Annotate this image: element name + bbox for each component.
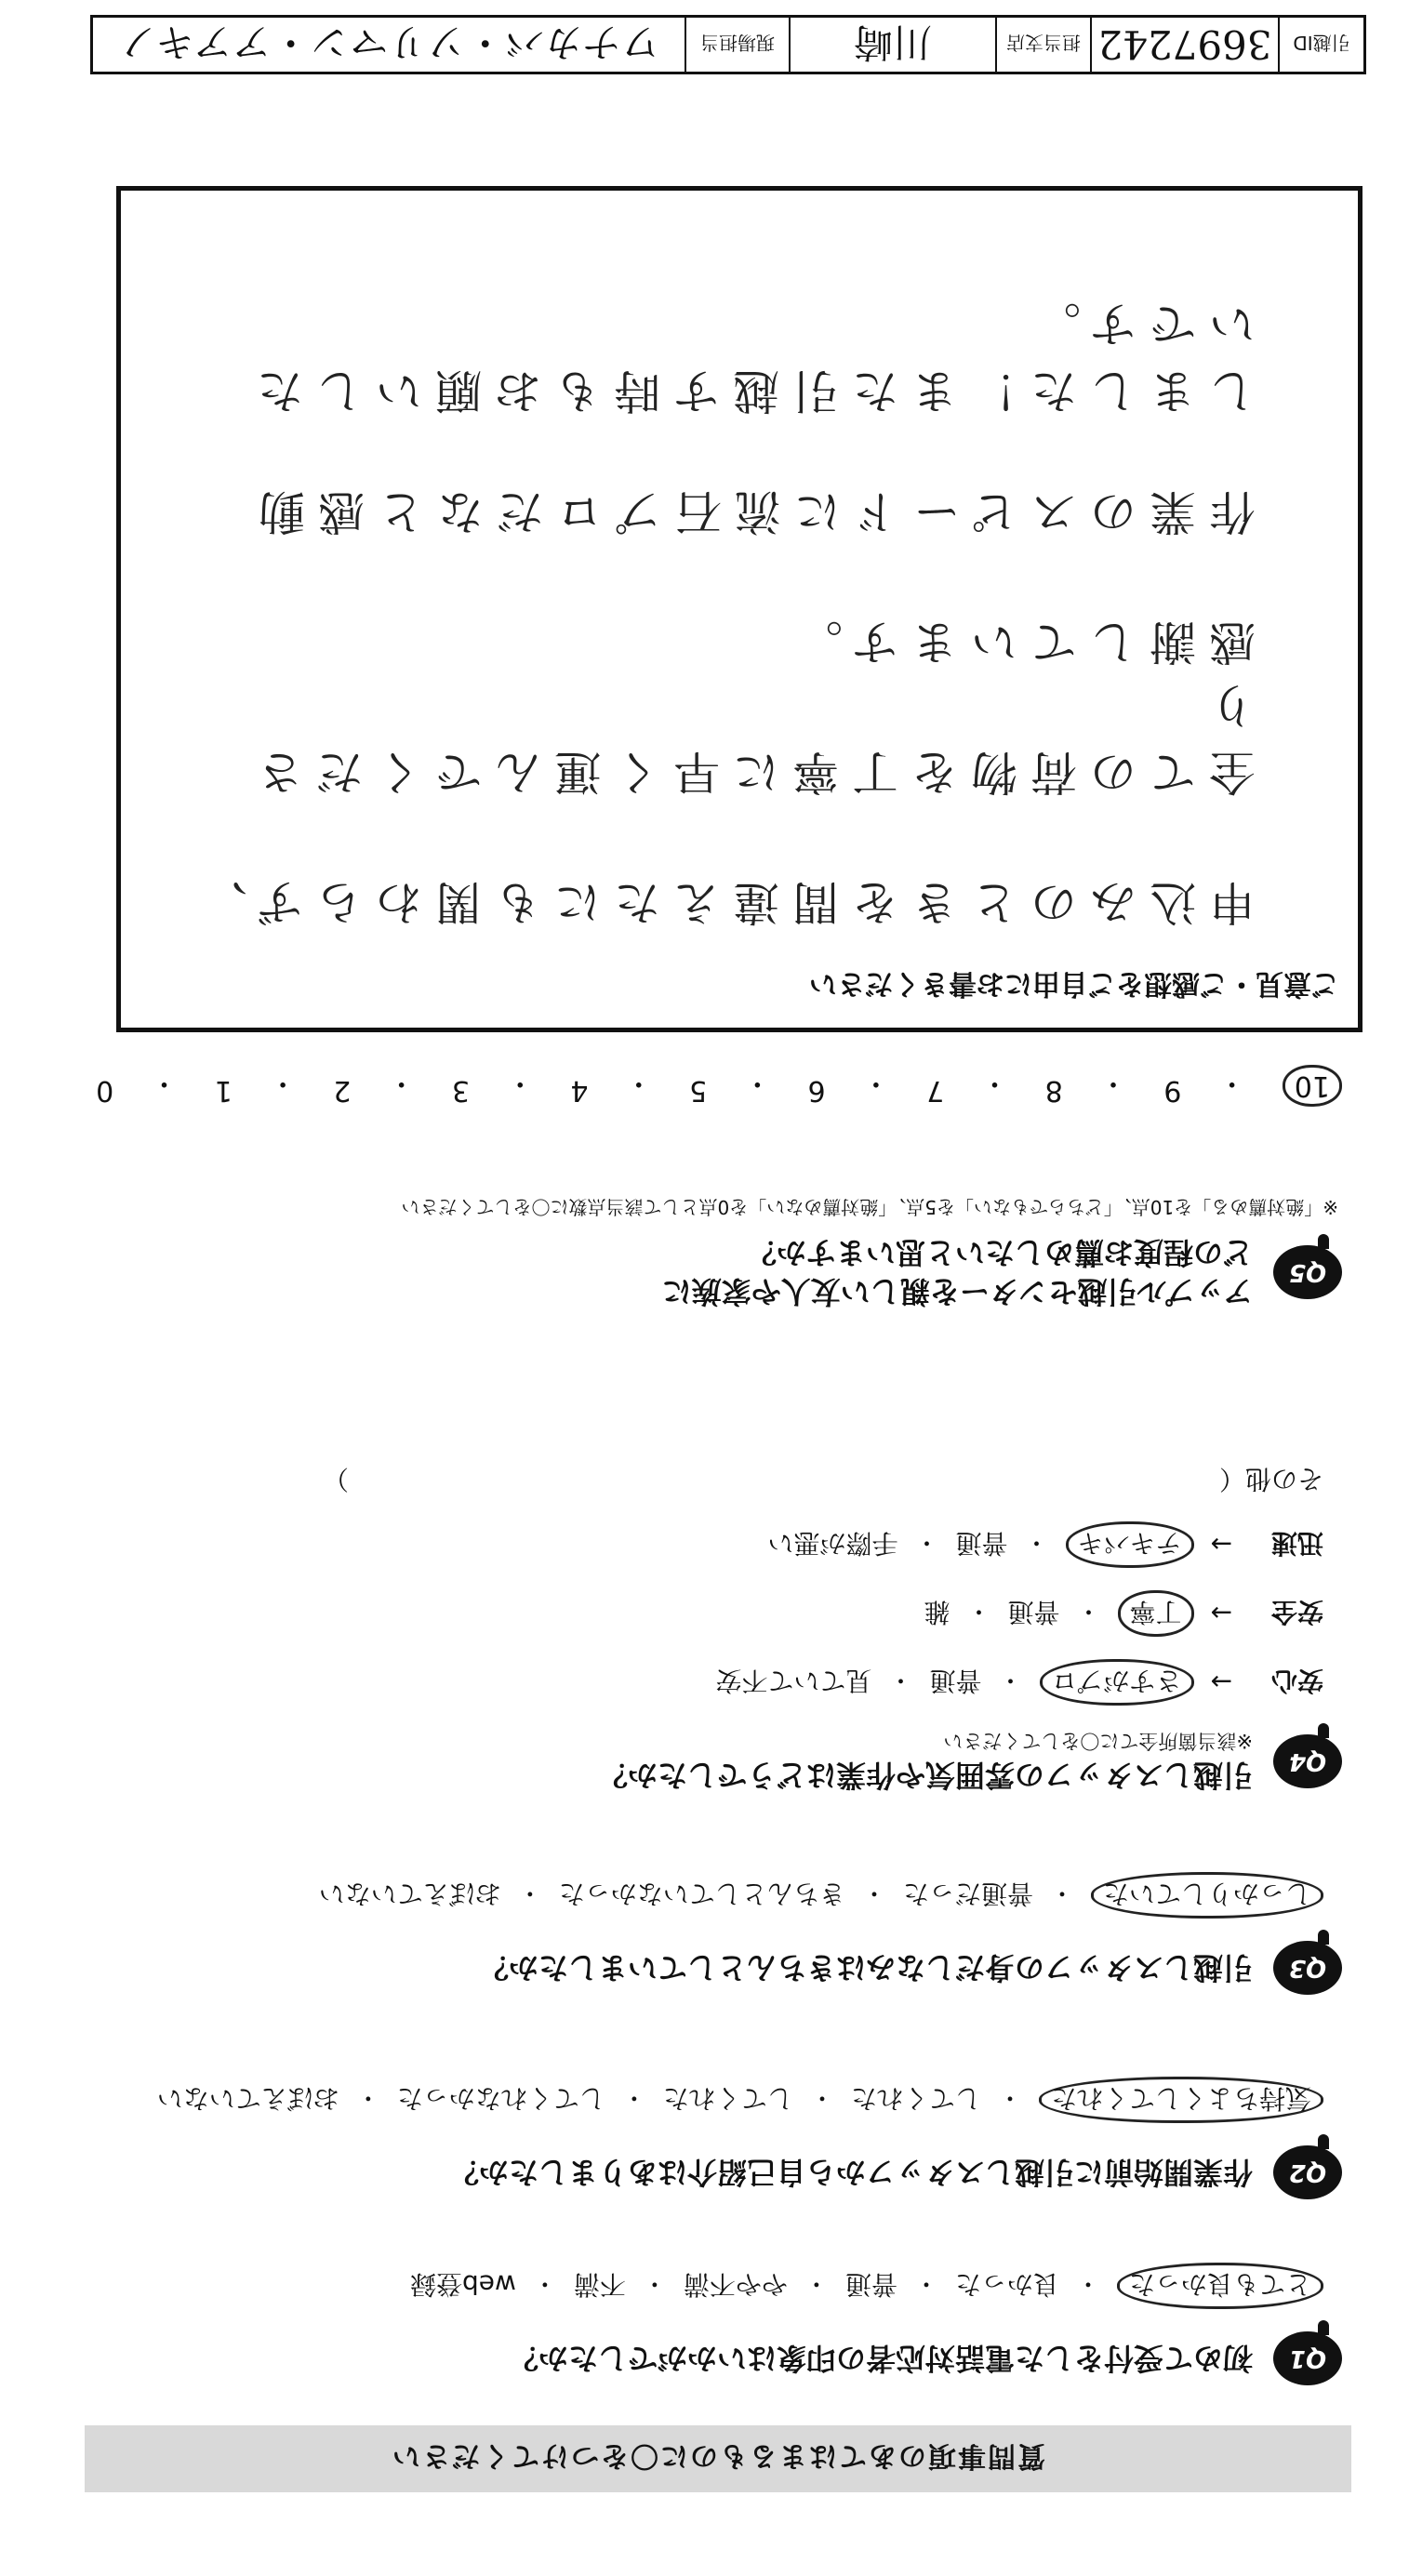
q4-anzen-option-normal[interactable]: 普通 <box>1007 1597 1060 1627</box>
question-2 <box>59 2077 1342 2199</box>
id-table <box>90 15 1366 74</box>
q3-text: 引越しスタッフの身だしなみはきちんとしていましたか？ <box>478 1950 1253 1985</box>
q1-option-somewhat-dissatisfied[interactable]: やや不満 <box>683 2269 788 2300</box>
comments-title: ご意見・ご感想をご自由にお書きください <box>809 967 1339 1000</box>
q2-option-dont-remember[interactable]: おぼえていない <box>156 2083 339 2114</box>
score-9[interactable]: 9 <box>1163 1074 1182 1107</box>
q5-text-line1: アップル引越センターを親しい友人や家族に <box>661 1274 1253 1309</box>
q3-option-neat[interactable]: しっかりしていた <box>1091 1872 1323 1919</box>
q4-anshin-option-pro[interactable]: さすがプロ <box>1040 1659 1194 1706</box>
comment-line: 作業のスピードに流石プロだなと感動 <box>246 485 1256 538</box>
comment-line: 申込みのときを間違えたにも関わらず、 <box>188 875 1256 929</box>
score-7[interactable]: 7 <box>926 1074 945 1107</box>
q3-option-not-neat[interactable]: きちんとしていなかった <box>558 1879 845 1909</box>
q4-jinsoku-option-clumsy[interactable]: 手際が悪い <box>767 1528 898 1559</box>
q4-other-label: その他（ <box>1218 1464 1323 1494</box>
team-value[interactable]: ワナカバ・ソリマン・アアキノ <box>117 20 660 65</box>
q4-category-anzen: 安全 <box>1270 1597 1323 1627</box>
q3-options: しっかりしていた ・ 普通だった ・ きちんとしていなかった ・ おぼえていない <box>59 1872 1323 1919</box>
q4-row-anzen: 安全 → 丁寧 ・ 普通 ・ 雑 <box>59 1590 1323 1637</box>
q3-option-dont-remember[interactable]: おぼえていない <box>318 1879 501 1909</box>
q2-option-did-2[interactable]: してくれた <box>662 2083 793 2114</box>
comment-line: しました！また引越す時もお願いしたいです。 <box>244 297 1256 418</box>
q4-anshin-option-anxious[interactable]: 見ていて不安 <box>715 1666 872 1696</box>
q1-option-dissatisfied[interactable]: 不満 <box>573 2269 626 2300</box>
q4-badge: Q4 <box>1273 1734 1342 1788</box>
q4-other-row <box>59 1462 1323 1499</box>
score-10[interactable]: 10 <box>1283 1065 1342 1107</box>
arrow-icon: → <box>1210 1598 1232 1629</box>
branch-value[interactable]: 川崎 <box>789 18 995 72</box>
q1-option-normal[interactable]: 普通 <box>844 2269 897 2300</box>
comments-box[interactable] <box>116 186 1362 1032</box>
score-4[interactable]: 4 <box>570 1074 589 1107</box>
q2-text: 作業開始前に引越しスタッフから自己紹介はありましたか？ <box>448 2155 1253 2190</box>
q4-note: ※該当箇所全てに〇をしてください <box>943 1730 1253 1752</box>
q1-option-good[interactable]: 良かった <box>954 2269 1059 2300</box>
q4-anshin-option-normal[interactable]: 普通 <box>929 1666 982 1696</box>
q2-option-did-not[interactable]: してくれなかった <box>396 2083 605 2114</box>
score-5[interactable]: 5 <box>689 1074 708 1107</box>
q5-text-line2: どの程度お薦めしたいと思いますか？ <box>746 1235 1253 1270</box>
q4-jinsoku-option-normal[interactable]: 普通 <box>955 1528 1008 1559</box>
id-value[interactable]: 3697242 <box>1090 18 1278 72</box>
q3-badge: Q3 <box>1273 1941 1342 1995</box>
score-8[interactable]: 8 <box>1044 1074 1063 1107</box>
q1-option-very-good[interactable]: とても良かった <box>1117 2263 1323 2309</box>
branch-label: 担当支店 <box>995 18 1090 72</box>
q4-row-jinsoku: 迅速 → テキパキ ・ 普通 ・ 手際が悪い <box>59 1521 1323 1568</box>
score-0[interactable]: 0 <box>96 1074 114 1107</box>
q1-text: 初めて受付をした電話対応者の印象はいかがでしたか？ <box>508 2341 1253 2376</box>
q5-badge: Q5 <box>1273 1245 1342 1299</box>
arrow-icon: → <box>1210 1666 1232 1698</box>
question-3 <box>59 1872 1342 1995</box>
q4-anzen-option-rough[interactable]: 雑 <box>924 1597 950 1627</box>
q4-anzen-option-careful[interactable]: 丁寧 <box>1118 1590 1194 1637</box>
instruction-banner: 質問事項のあてはまるものに〇をつけてください <box>85 2425 1351 2492</box>
q4-text: 引越しスタッフの雰囲気や作業はどうでしたか？ <box>597 1758 1253 1793</box>
q3-option-normal[interactable]: 普通だった <box>902 1879 1033 1909</box>
question-5 <box>59 1195 1342 1311</box>
comment-line: 感謝しています。 <box>783 615 1256 669</box>
q4-category-jinsoku: 迅速 <box>1270 1528 1323 1559</box>
q4-jinsoku-option-brisk[interactable]: テキパキ <box>1066 1521 1194 1568</box>
q1-badge: Q1 <box>1273 2331 1342 2385</box>
question-4 <box>59 1462 1342 1795</box>
score-3[interactable]: 3 <box>451 1074 470 1107</box>
q5-score-scale: 10 ・ 9 ・ 8 ・ 7 ・ 6 ・ 5 ・ 4 ・ 3 ・ 2 ・ 1 ・ 0 <box>96 1065 1342 1107</box>
q4-other-close: ） <box>322 1464 349 1494</box>
q2-option-did[interactable]: してくれた <box>850 2083 981 2114</box>
q1-options: とても良かった ・ 良かった ・ 普通 ・ やや不満 ・ 不満 ・ web登録 <box>59 2263 1323 2309</box>
arrow-icon: → <box>1210 1529 1232 1560</box>
q2-options: 気持ちよくしてくれた ・ してくれた ・ してくれた ・ してくれなかった ・ おぼえていない <box>59 2077 1323 2123</box>
id-label: 引越ID <box>1278 18 1363 72</box>
q1-option-web[interactable]: web登録 <box>409 2269 516 2300</box>
q2-option-pleasant[interactable]: 気持ちよくしてくれた <box>1039 2077 1323 2123</box>
comment-line: 全ての荷物を丁寧に早く運んでくださり <box>244 678 1256 799</box>
score-1[interactable]: 1 <box>214 1074 233 1107</box>
question-1 <box>59 2263 1342 2385</box>
score-6[interactable]: 6 <box>807 1074 826 1107</box>
q2-badge: Q2 <box>1273 2145 1342 2199</box>
score-2[interactable]: 2 <box>333 1074 352 1107</box>
team-label: 現場担当 <box>685 18 789 72</box>
q4-row-anshin: 安心 → さすがプロ ・ 普通 ・ 見ていて不安 <box>59 1659 1323 1706</box>
q4-category-anshin: 安心 <box>1270 1666 1323 1696</box>
q5-note: ※「絶対薦める」を10点、「どちらでもない」を5点、「絶対薦めない」を0点として該当点数に〇をしてください <box>401 1196 1338 1218</box>
